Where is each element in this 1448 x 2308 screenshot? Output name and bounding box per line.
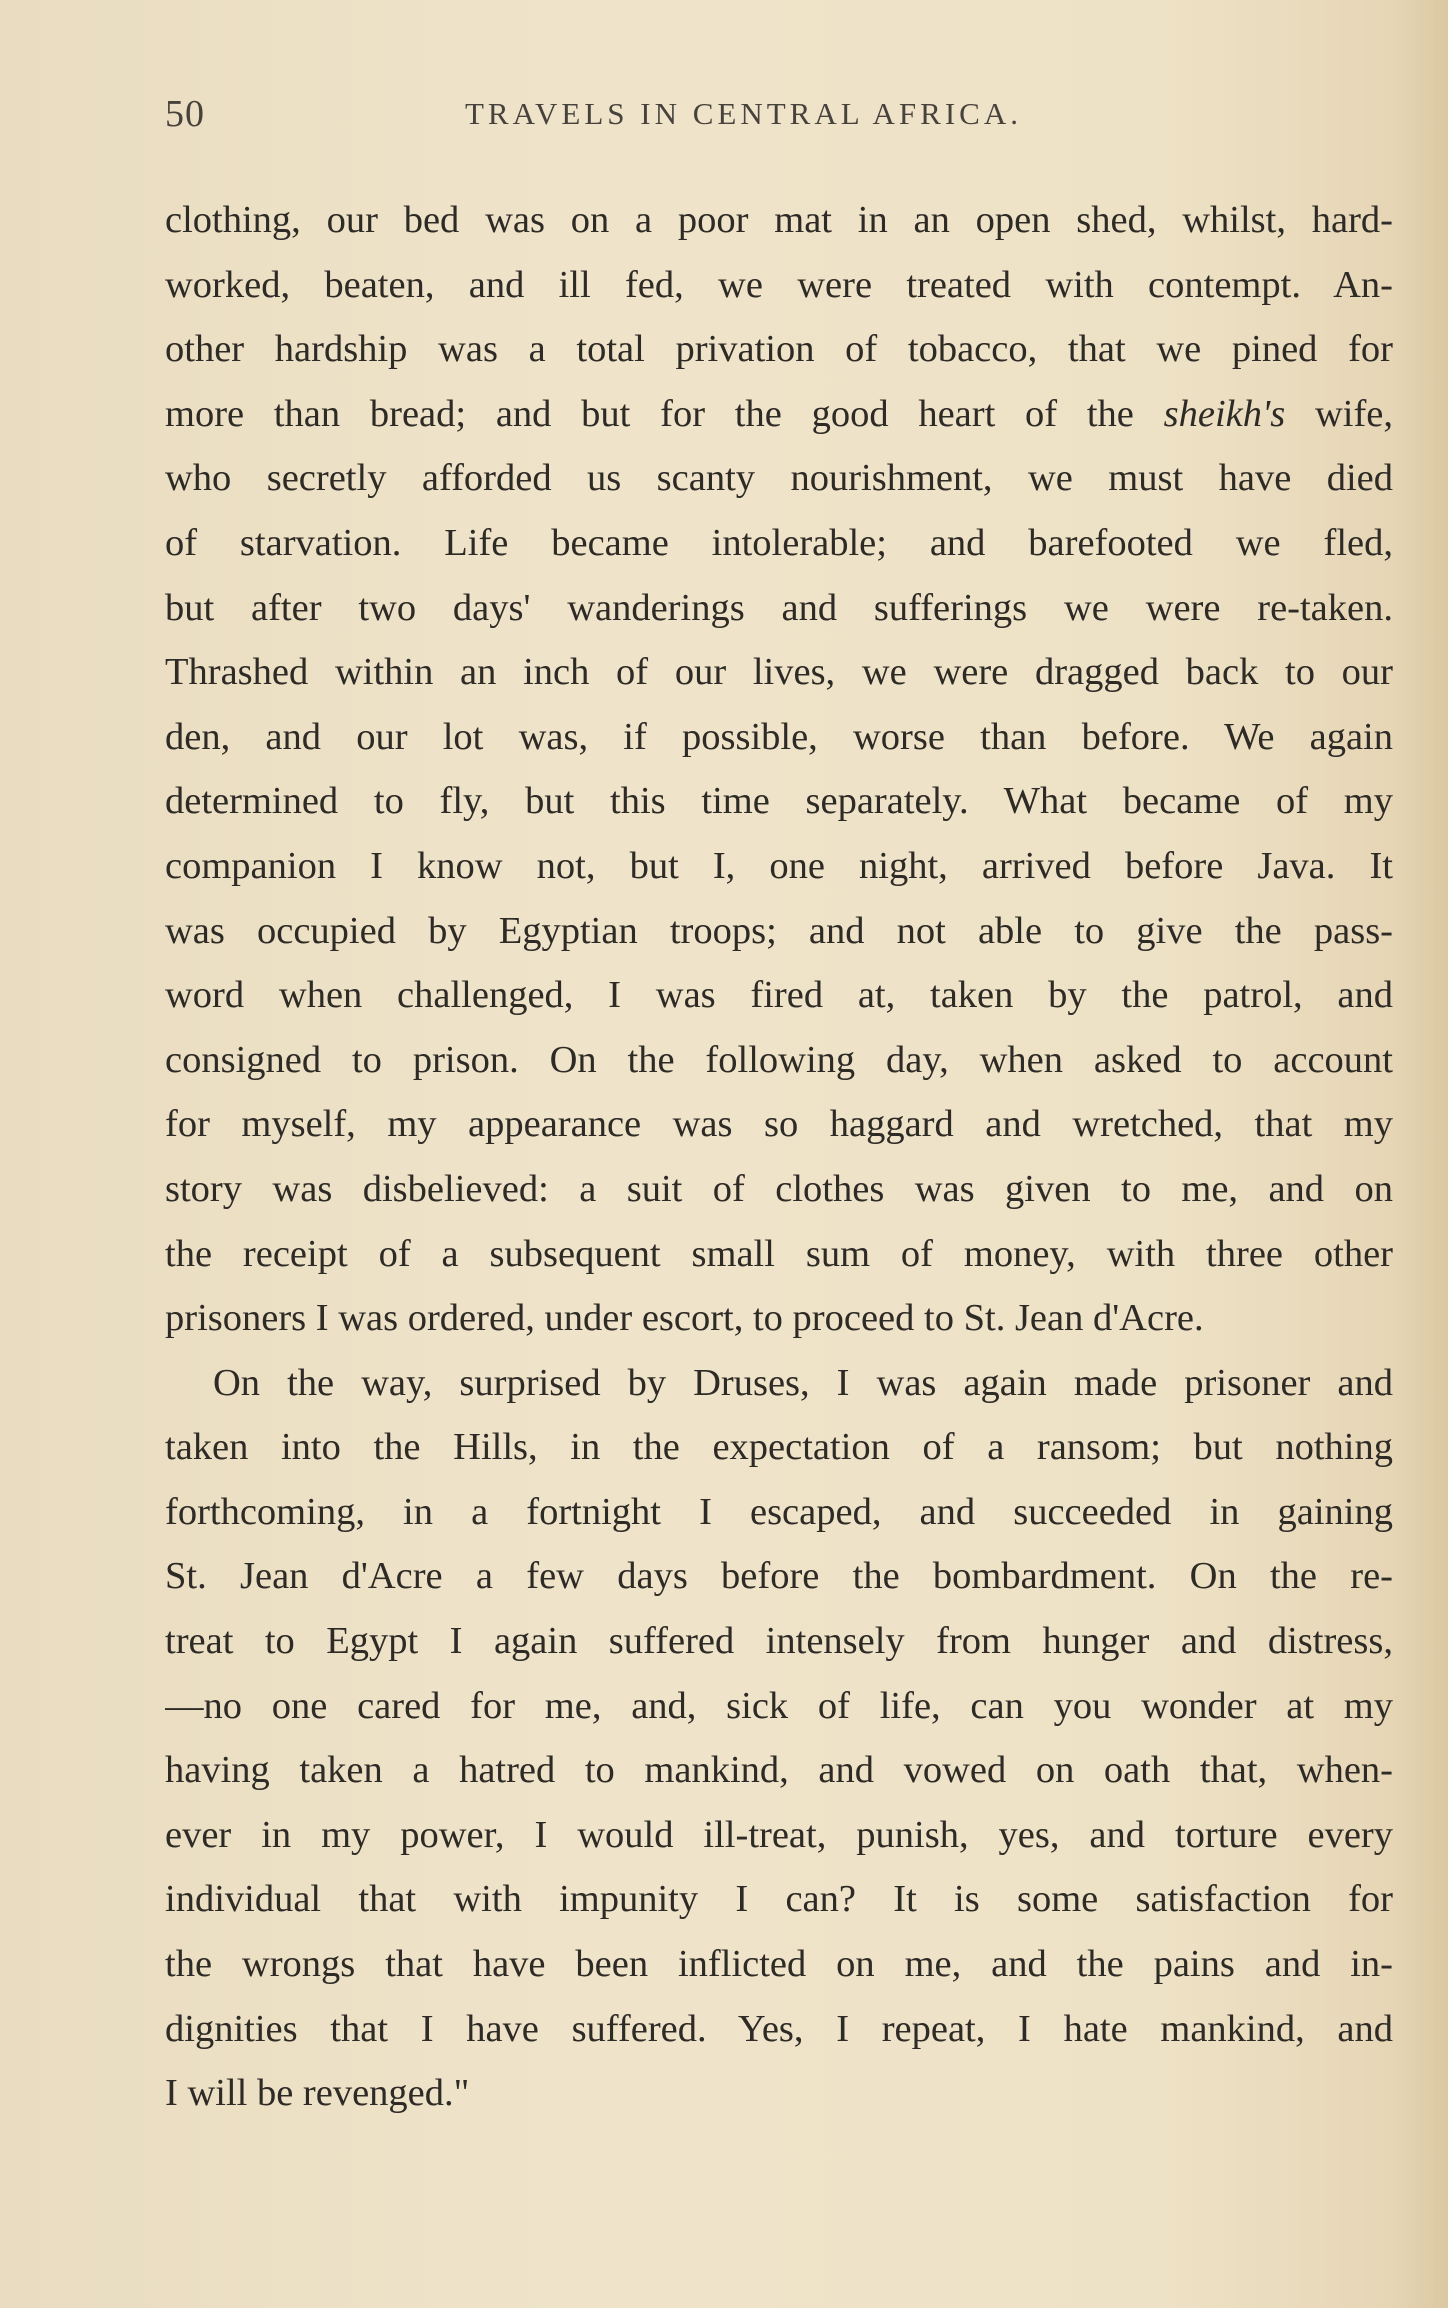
- text-line: treat to Egypt I again suffered intensely from hunger and distress,: [165, 1620, 1393, 1663]
- text-line: dignities that I have suffered. Yes, I repeat, I hate mankind, and: [165, 2007, 1393, 2050]
- text-line: having taken a hatred to mankind, and vowed on oath that, when-: [165, 1749, 1393, 1792]
- text-line: clothing, our bed was on a poor mat in an open shed, whilst, hard-: [165, 199, 1393, 241]
- text-line: individual that with impunity I can? It is some satisfaction for: [165, 1878, 1393, 1921]
- text-line: I will be revenged.": [165, 2072, 470, 2115]
- text-line: story was disbelieved: a suit of clothes was given to me, and on: [165, 1167, 1393, 1210]
- text-line: other hardship was a total privation of tobacco, that we pined for: [165, 328, 1393, 371]
- running-head: TRAVELS IN CENTRAL AFRICA.: [465, 96, 1022, 131]
- text-line: companion I know not, but I, one night, arrived before Java. It: [165, 844, 1393, 887]
- text-line: more than bread; and but for the good heart of the sheikh's wife,: [165, 392, 1393, 435]
- text-line: taken into the Hills, in the expectation of a ransom; but nothing: [165, 1426, 1393, 1469]
- text-line: On the way, surprised by Druses, I was again made prisoner and: [213, 1361, 1393, 1404]
- text-line: worked, beaten, and ill fed, we were treated with contempt. An-: [165, 263, 1393, 306]
- text-line: but after two days' wanderings and sufferings we were re-taken.: [165, 586, 1393, 629]
- text-line: St. Jean d'Acre a few days before the bombardment. On the re-: [165, 1555, 1393, 1598]
- text-line: ever in my power, I would ill-treat, punish, yes, and torture every: [165, 1813, 1393, 1856]
- text-line: of starvation. Life became intolerable; and barefooted we fled,: [165, 521, 1393, 564]
- page-header: [165, 92, 1397, 152]
- text-line: the wrongs that have been inflicted on me, and the pains and in-: [165, 1943, 1393, 1986]
- text-line: forthcoming, in a fortnight I escaped, and succeeded in gaining: [165, 1490, 1393, 1533]
- text-line: the receipt of a subsequent small sum of money, with three other: [165, 1232, 1393, 1275]
- text-line: prisoners I was ordered, under escort, to proceed to St. Jean d'Acre.: [165, 1297, 1204, 1340]
- text-line: word when challenged, I was fired at, taken by the patrol, and: [165, 974, 1393, 1017]
- text-line: —no one cared for me, and, sick of life, can you wonder at my: [165, 1684, 1393, 1727]
- body-text: [165, 188, 1393, 2126]
- page-number: 50: [165, 93, 205, 135]
- text-line: Thrashed within an inch of our lives, we were dragged back to our: [165, 651, 1393, 694]
- text-line: consigned to prison. On the following day, when asked to account: [165, 1038, 1393, 1081]
- italic-word: sheikh's: [1163, 392, 1286, 435]
- text-line: for myself, my appearance was so haggard and wretched, that my: [165, 1103, 1393, 1146]
- text-line: determined to fly, but this time separately. What became of my: [165, 780, 1393, 823]
- text-line: den, and our lot was, if possible, worse than before. We again: [165, 715, 1393, 758]
- text-line: who secretly afforded us scanty nourishment, we must have died: [165, 457, 1393, 500]
- text-line: was occupied by Egyptian troops; and not able to give the pass-: [165, 909, 1393, 952]
